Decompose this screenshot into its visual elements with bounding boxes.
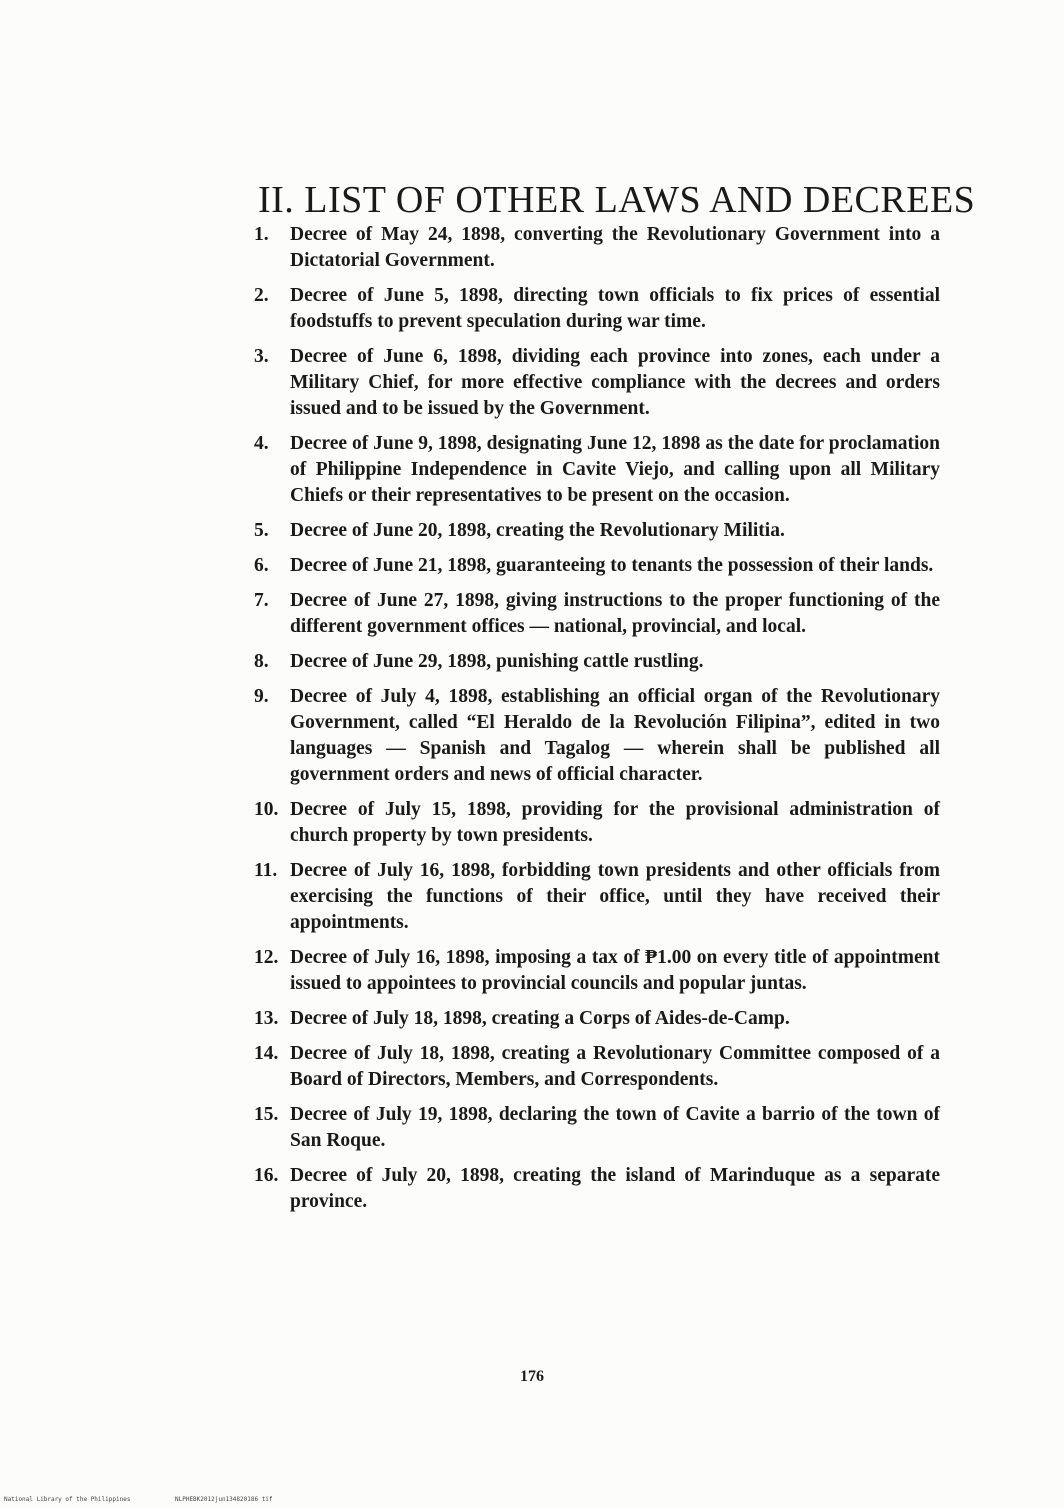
item-number: 5.: [254, 520, 269, 541]
list-item: [222, 518, 940, 544]
list-item: [222, 1102, 940, 1154]
list-item: [222, 553, 940, 579]
page-number: 176: [520, 1368, 544, 1385]
item-text: Decree of July 20, 1898, creating the island of Marinduque as a separate province.: [290, 1165, 940, 1212]
item-text: Decree of June 27, 1898, giving instructions to the proper functioning of the different government offices — national, provincial, and local.: [290, 590, 940, 637]
item-text: Decree of July 16, 1898, imposing a tax of ₱1.00 on every title of appointment issued to appointees to provincial councils and popular juntas.: [290, 947, 940, 994]
item-number: 10.: [254, 799, 279, 820]
list-item: [222, 858, 940, 936]
item-text: Decree of June 21, 1898, guaranteeing to tenants the possession of their lands.: [290, 555, 934, 576]
list-item: [222, 1163, 940, 1215]
item-number: 14.: [254, 1043, 279, 1064]
list-item: [222, 1006, 940, 1032]
item-number: 8.: [254, 651, 269, 672]
item-text: Decree of July 18, 1898, creating a Revolutionary Committee composed of a Board of Directors, Members, and Correspondents.: [290, 1043, 940, 1090]
item-number: 3.: [254, 346, 269, 367]
page-title: II. LIST OF OTHER LAWS AND DECREES: [258, 179, 976, 222]
item-number: 12.: [254, 947, 279, 968]
list-item: [222, 344, 940, 422]
item-number: 4.: [254, 433, 269, 454]
item-text: Decree of May 24, 1898, converting the Revolutionary Government into a Dictatorial Government.: [290, 224, 940, 271]
item-number: 1.: [254, 224, 269, 245]
item-text: Decree of June 29, 1898, punishing cattle rustling.: [290, 651, 704, 672]
list-item: [222, 945, 940, 997]
list-item: [222, 684, 940, 788]
item-number: 15.: [254, 1104, 279, 1125]
item-number: 2.: [254, 285, 269, 306]
item-text: Decree of June 6, 1898, dividing each province into zones, each under a Military Chief, for more effective compliance with the decrees and orders issued and to be issued by the Government.: [290, 346, 940, 419]
item-text: Decree of July 15, 1898, providing for the provisional administration of church property by town presidents.: [290, 799, 940, 846]
item-number: 11.: [254, 860, 278, 881]
item-text: Decree of July 4, 1898, establishing an official organ of the Revolutionary Government, called “El Heraldo de la Revolución Filipina”, edited in two languages — Spanish and Tagalog — wherein shall be published all government orders and news of official character.: [290, 686, 940, 785]
scan-source-label: National Library of the Philippines: [4, 1496, 131, 1503]
list-item: [222, 1041, 940, 1093]
item-number: 13.: [254, 1008, 279, 1029]
item-number: 6.: [254, 555, 269, 576]
decree-list: [222, 222, 940, 1224]
scan-file-code: NLPHEBK2012jun134820186 tif: [175, 1496, 273, 1503]
item-text: Decree of June 20, 1898, creating the Revolutionary Militia.: [290, 520, 785, 541]
item-text: Decree of July 16, 1898, forbidding town presidents and other officials from exercising the functions of their office, until they have received their appointments.: [290, 860, 940, 933]
list-item: [222, 222, 940, 274]
item-text: Decree of June 9, 1898, designating June 12, 1898 as the date for proclamation of Philippine Independence in Cavite Viejo, and calling upon all Military Chiefs or their representatives to be present on the occasion.: [290, 433, 940, 506]
item-number: 9.: [254, 686, 269, 707]
list-item: [222, 431, 940, 509]
item-text: Decree of July 19, 1898, declaring the town of Cavite a barrio of the town of San Roque.: [290, 1104, 940, 1151]
list-item: [222, 797, 940, 849]
item-number: 7.: [254, 590, 269, 611]
item-text: Decree of June 5, 1898, directing town officials to fix prices of essential foodstuffs to prevent speculation during war time.: [290, 285, 940, 332]
list-item: [222, 649, 940, 675]
item-text: Decree of July 18, 1898, creating a Corps of Aides-de-Camp.: [290, 1008, 790, 1029]
list-item: [222, 588, 940, 640]
item-number: 16.: [254, 1165, 279, 1186]
list-item: [222, 283, 940, 335]
